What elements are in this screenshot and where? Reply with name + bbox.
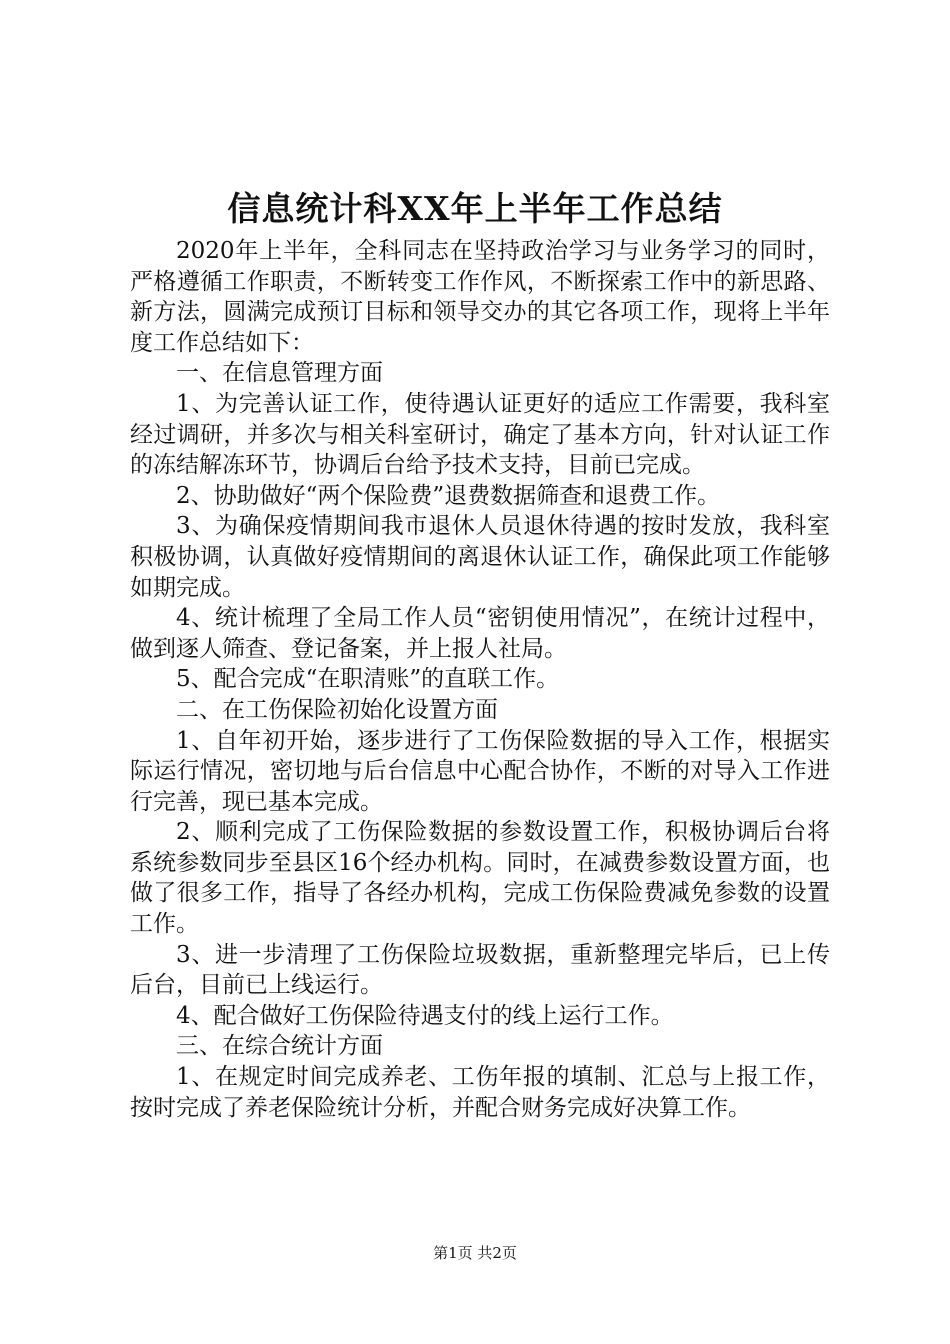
section-heading-statistics: 三、在综合统计方面	[176, 1033, 383, 1060]
document-body	[130, 236, 830, 1123]
paragraph-injury-2: 2、顺利完成了工伤保险数据的参数设置工作，积极协调后台将系统参数同步至县区16个经办机构。同时，在减费参数设置方面，也做了很多工作，指导了各经办机构，完成工伤保险费减免参数的设置工作。	[130, 819, 830, 938]
paragraph-injury-1: 1、自年初开始，逐步进行了工伤保险数据的导入工作，根据实际运行情况，密切地与后台信息中心配合协作，不断的对导入工作进行完善，现已基本完成。	[130, 727, 830, 815]
page-footer: 第1页 共2页	[433, 1244, 517, 1262]
paragraph-info-4: 4、统计梳理了全局工作人员“密钥使用情况”，在统计过程中，做到逐人筛查、登记备案，并上报人社局。	[130, 605, 830, 662]
section-heading-injury-insurance: 二、在工伤保险初始化设置方面	[176, 696, 498, 723]
paragraph-info-2: 2、协助做好“两个保险费”退费数据筛查和退费工作。	[176, 482, 721, 509]
intro-paragraph: 2020年上半年，全科同志在坚持政治学习与业务学习的同时，严格遵循工作职责，不断转变工作作风，不断探索工作中的新思路、新方法，圆满完成预订目标和领导交办的其它各项工作，现将上半年度工作总结如下：	[130, 238, 830, 356]
paragraph-injury-4: 4、配合做好工伤保险待遇支付的线上运行工作。	[176, 1002, 674, 1029]
document-title: 信息统计科XX年上半年工作总结	[227, 189, 723, 228]
paragraph-injury-3: 3、进一步清理了工伤保险垃圾数据，重新整理完毕后，已上传后台，目前已上线运行。	[130, 941, 830, 999]
paragraph-info-5: 5、配合完成“在职清账”的直联工作。	[176, 666, 560, 693]
paragraph-info-1: 1、为完善认证工作，使待遇认证更好的适应工作需要，我科室经过调研，并多次与相关科室研讨，确定了基本方向，针对认证工作的冻结解冻环节，协调后台给予技术支持，目前已完成。	[130, 390, 830, 479]
paragraph-info-3: 3、为确保疫情期间我市退休人员退休待遇的按时发放，我科室积极协调，认真做好疫情期间的离退休认证工作，确保此项工作能够如期完成。	[130, 513, 830, 601]
section-heading-info-management: 一、在信息管理方面	[176, 360, 383, 387]
paragraph-statistics-1: 1、在规定时间完成养老、工伤年报的填制、汇总与上报工作，按时完成了养老保险统计分析，并配合财务完成好决算工作。	[130, 1064, 830, 1121]
